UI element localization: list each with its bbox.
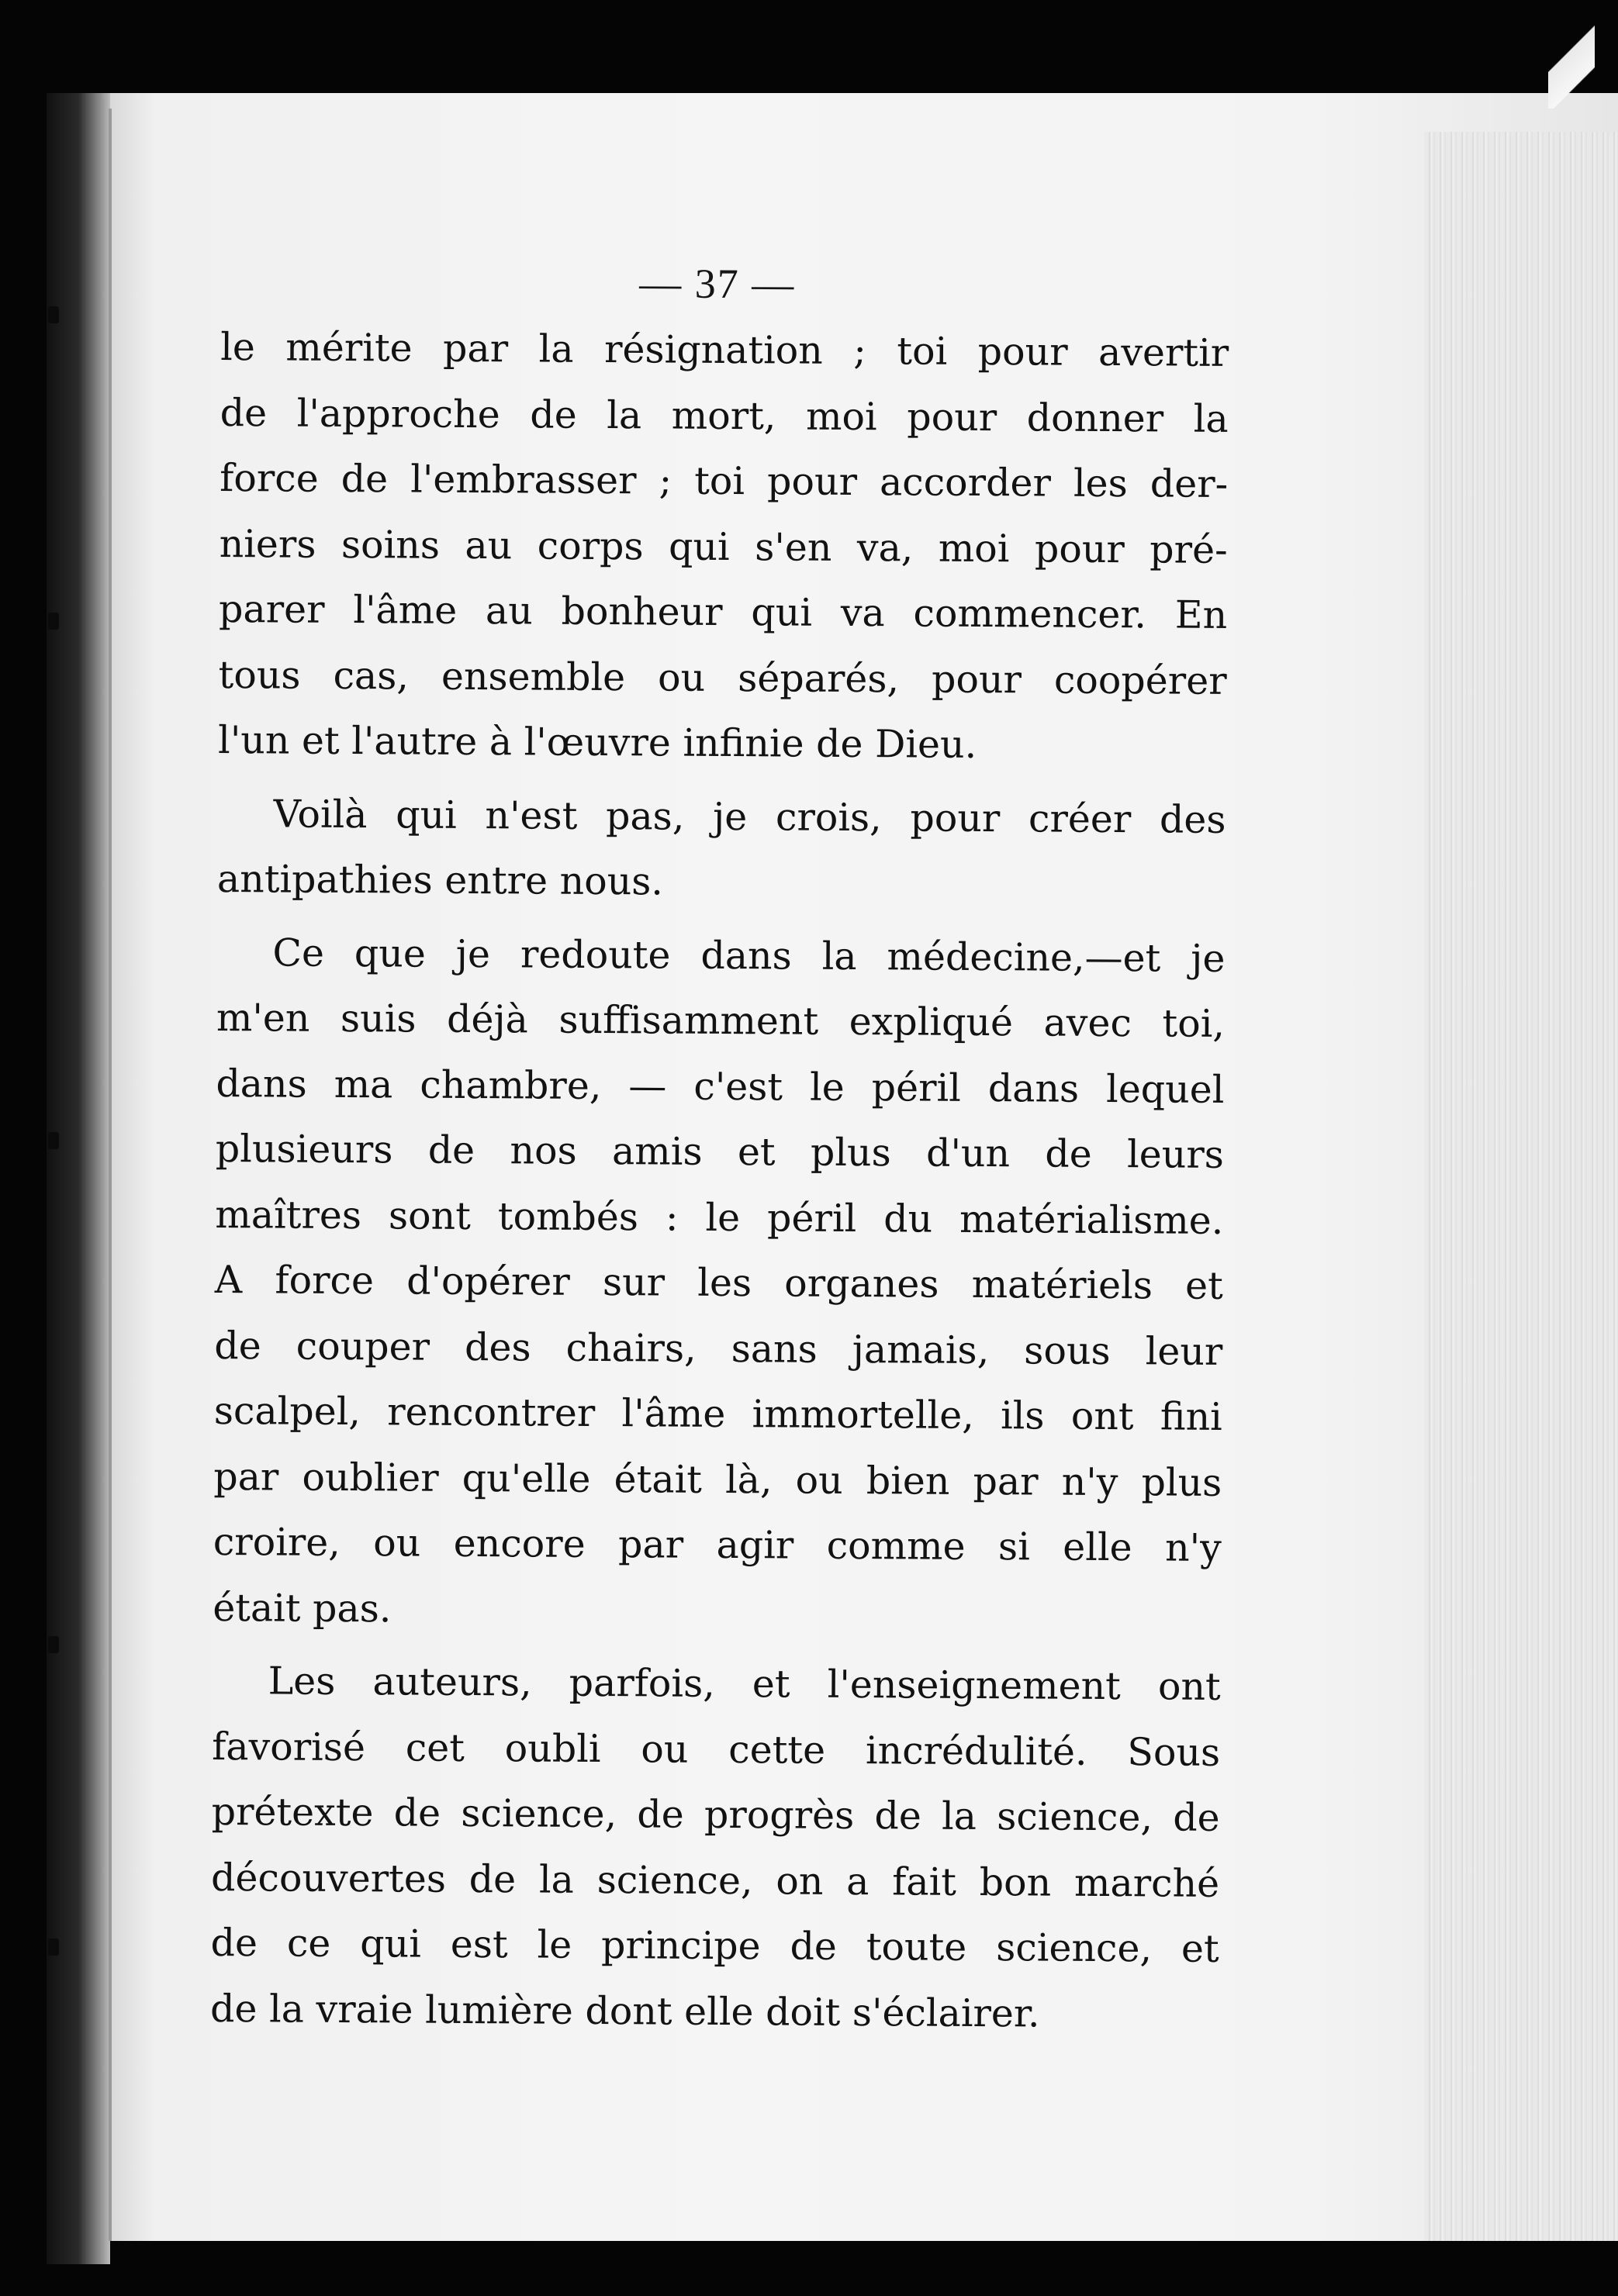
text-line: de la vraie lumière dont elle doit s'éclairer. bbox=[209, 1986, 1040, 2035]
page-number: — 37 — bbox=[639, 260, 796, 308]
margin-mark bbox=[48, 1939, 59, 1956]
corner-fold bbox=[1548, 16, 1595, 109]
text-line: antipathies entre nous. bbox=[216, 856, 664, 904]
text-line: favorisé cet oubli ou cette incrédulité. Sous bbox=[212, 1724, 1221, 1775]
text-line: dans ma chambre, — c'est le péril dans lequel bbox=[216, 1061, 1225, 1112]
text-line: de l'approche de la mort, moi pour donner la bbox=[220, 390, 1229, 441]
paragraph bbox=[218, 315, 1229, 779]
text-line: était pas. bbox=[213, 1585, 392, 1631]
text-line: de ce qui est le principe de toute science, et bbox=[210, 1920, 1219, 1971]
text-line: scalpel, rencontrer l'âme immortelle, ils ont fini bbox=[213, 1388, 1222, 1439]
margin-mark bbox=[48, 1636, 59, 1653]
text-line: tous cas, ensemble ou séparés, pour coopérer bbox=[218, 652, 1227, 703]
margin-mark bbox=[48, 613, 59, 630]
body-text bbox=[210, 315, 1229, 2056]
margin-mark bbox=[48, 1132, 59, 1149]
text-line: Les auteurs, parfois, et l'enseignement ont bbox=[268, 1659, 1221, 1709]
text-line: A force d'opérer sur les organes matériels et bbox=[214, 1257, 1224, 1308]
text-line: Voilà qui n'est pas, je crois, pour créer des bbox=[273, 791, 1226, 842]
text-line: niers soins au corps qui s'en va, moi pour pré- bbox=[219, 521, 1228, 572]
text-line: parer l'âme au bonheur qui va commencer. En bbox=[218, 586, 1228, 637]
text-line: prétexte de science, de progrès de la science, de bbox=[211, 1789, 1220, 1840]
gutter-line bbox=[109, 109, 112, 2241]
text-line: par oublier qu'elle était là, ou bien par n'y plus bbox=[213, 1454, 1222, 1505]
text-line: l'un et l'autre à l'œuvre infinie de Dieu. bbox=[217, 717, 977, 767]
text-line: Ce que je redoute dans la médecine,—et je bbox=[272, 930, 1226, 981]
text-line: plusieurs de nos amis et plus d'un de leurs bbox=[215, 1126, 1225, 1177]
text-line: m'en suis déjà suffisamment expliqué avec toi, bbox=[216, 995, 1226, 1046]
text-line: croire, ou encore par agir comme si elle n'y bbox=[213, 1519, 1222, 1570]
text-line: maîtres sont tombés : le péril du matérialisme. bbox=[215, 1192, 1224, 1243]
paragraph bbox=[213, 920, 1226, 1646]
margin-mark bbox=[48, 306, 59, 323]
paragraph bbox=[217, 781, 1226, 918]
text-line: le mérite par la résignation ; toi pour avertir bbox=[220, 324, 1229, 375]
text-line: force de l'embrasser ; toi pour accorder les der- bbox=[220, 455, 1229, 506]
text-line: découvertes de la science, on a fait bon marché bbox=[210, 1855, 1220, 1906]
page-edges bbox=[1424, 132, 1618, 2241]
text-line: de couper des chairs, sans jamais, sous leur bbox=[214, 1323, 1223, 1374]
paragraph bbox=[210, 1649, 1221, 2048]
